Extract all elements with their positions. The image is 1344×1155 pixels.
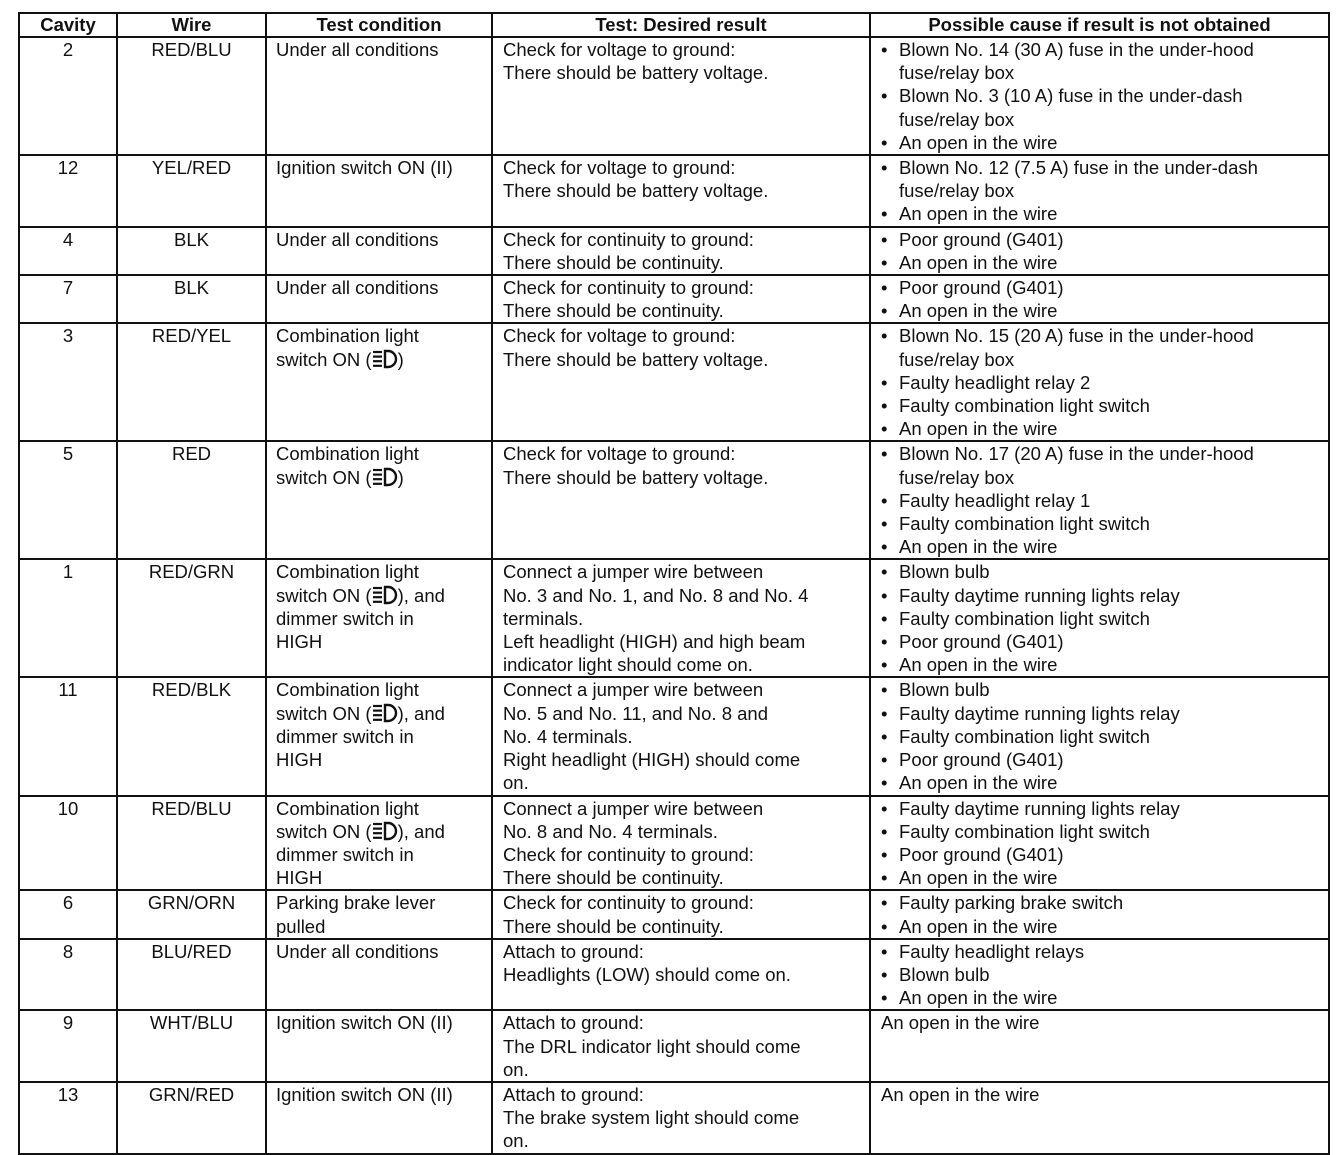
cause-text: • Faulty daytime running lights relay — [899, 584, 1180, 606]
connector-test-table — [18, 12, 1330, 1155]
cause-text: • Faulty parking brake switch — [899, 892, 1124, 914]
cause-item — [881, 963, 1324, 986]
cause-item — [881, 560, 1324, 583]
cause-text: • An open in the wire — [899, 654, 1058, 676]
result-text: on. — [503, 1130, 529, 1152]
cause-text: fuse/relay box — [899, 62, 1015, 84]
header-test-condition: Test condition — [266, 13, 492, 37]
table-row — [19, 323, 1329, 441]
cause-text: • Faulty combination light switch — [899, 513, 1150, 535]
headlight-high-beam-icon — [372, 349, 398, 369]
result-text: Check for continuity to ground: — [503, 843, 754, 865]
wire-color-cell: RED/BLK — [117, 677, 266, 795]
condition-text: Under all conditions — [276, 277, 439, 299]
cause-item — [881, 940, 1324, 963]
cause-text: • An open in the wire — [899, 987, 1058, 1009]
wire-color-cell: RED/YEL — [117, 323, 266, 441]
cause-text: • An open in the wire — [899, 536, 1058, 558]
test-condition-cell — [266, 939, 492, 1011]
result-text: Connect a jumper wire between — [503, 797, 764, 819]
cavity-cell: 4 — [19, 227, 117, 275]
table-row — [19, 1082, 1329, 1154]
cause-text: fuse/relay box — [899, 466, 1015, 488]
cause-text: An open in the wire — [881, 1012, 1040, 1034]
cause-text: • Blown bulb — [899, 679, 990, 701]
cause-item — [881, 748, 1324, 771]
cause-item — [881, 394, 1324, 417]
cause-item — [881, 38, 1324, 84]
cause-item — [881, 702, 1324, 725]
condition-text: ) — [397, 466, 404, 488]
cause-item — [881, 84, 1324, 130]
cause-text: • Blown No. 3 (10 A) fuse in the under-dash — [899, 85, 1243, 107]
condition-text: switch ON ( — [276, 348, 372, 370]
cavity-cell: 10 — [19, 796, 117, 891]
table-row — [19, 441, 1329, 559]
test-condition-cell — [266, 227, 492, 275]
cause-text: • An open in the wire — [899, 915, 1058, 937]
result-text: There should be continuity. — [503, 251, 724, 273]
condition-text: HIGH — [276, 631, 323, 653]
cause-item — [881, 1083, 1324, 1106]
test-condition-cell — [266, 37, 492, 155]
desired-result-cell — [492, 1010, 870, 1082]
cause-text: • Poor ground (G401) — [899, 277, 1064, 299]
cause-item — [881, 251, 1324, 274]
desired-result-cell — [492, 939, 870, 1011]
possible-cause-cell — [870, 890, 1329, 938]
result-text: Right headlight (HIGH) should come — [503, 749, 801, 771]
cause-text: • Poor ground (G401) — [899, 843, 1064, 865]
wire-color-cell: BLK — [117, 275, 266, 323]
result-text: Connect a jumper wire between — [503, 561, 764, 583]
condition-text: ), and — [397, 702, 445, 724]
cause-text: • Faulty headlight relay 2 — [899, 371, 1091, 393]
table-row — [19, 796, 1329, 891]
possible-cause-cell — [870, 37, 1329, 155]
cause-text: • Poor ground (G401) — [899, 228, 1064, 250]
cause-text: An open in the wire — [881, 1083, 1040, 1105]
cause-text: • Poor ground (G401) — [899, 631, 1064, 653]
result-text: There should be battery voltage. — [503, 62, 769, 84]
cause-text: • An open in the wire — [899, 867, 1058, 889]
cause-item — [881, 630, 1324, 653]
condition-text: HIGH — [276, 749, 323, 771]
table-row — [19, 1010, 1329, 1082]
result-text: Check for voltage to ground: — [503, 157, 736, 179]
test-condition-cell — [266, 1010, 492, 1082]
test-condition-cell — [266, 323, 492, 441]
cause-text: • Blown bulb — [899, 561, 990, 583]
test-condition-cell — [266, 677, 492, 795]
cause-item — [881, 678, 1324, 701]
condition-text: Combination light — [276, 797, 419, 819]
header-possible-cause: Possible cause if result is not obtained — [870, 13, 1329, 37]
wire-color-cell: GRN/RED — [117, 1082, 266, 1154]
cause-item — [881, 535, 1324, 558]
result-text: There should be battery voltage. — [503, 466, 769, 488]
cause-item — [881, 417, 1324, 440]
wire-color-cell: BLK — [117, 227, 266, 275]
result-text: indicator light should come on. — [503, 654, 753, 676]
table-row — [19, 890, 1329, 938]
cause-text: • An open in the wire — [899, 772, 1058, 794]
result-text: There should be continuity. — [503, 915, 724, 937]
possible-cause-cell — [870, 796, 1329, 891]
result-text: Attach to ground: — [503, 1083, 644, 1105]
header-cavity: Cavity — [19, 13, 117, 37]
condition-text: Under all conditions — [276, 228, 439, 250]
result-text: terminals. — [503, 607, 584, 629]
wire-color-cell: GRN/ORN — [117, 890, 266, 938]
desired-result-cell — [492, 559, 870, 677]
possible-cause-cell — [870, 155, 1329, 227]
desired-result-cell — [492, 323, 870, 441]
condition-text: Ignition switch ON (II) — [276, 1083, 453, 1105]
result-text: There should be continuity. — [503, 867, 724, 889]
desired-result-cell — [492, 155, 870, 227]
cause-text: • Faulty daytime running lights relay — [899, 702, 1180, 724]
desired-result-cell — [492, 441, 870, 559]
cause-item — [881, 442, 1324, 488]
result-text: There should be continuity. — [503, 300, 724, 322]
cause-text: • Blown bulb — [899, 963, 990, 985]
possible-cause-cell — [870, 441, 1329, 559]
cavity-cell: 2 — [19, 37, 117, 155]
cause-item — [881, 489, 1324, 512]
condition-text: Under all conditions — [276, 39, 439, 60]
desired-result-cell — [492, 37, 870, 155]
cause-text: • Faulty combination light switch — [899, 820, 1150, 842]
condition-line-with-symbol — [276, 348, 487, 371]
possible-cause-cell — [870, 559, 1329, 677]
cause-item — [881, 725, 1324, 748]
table-row — [19, 939, 1329, 1011]
condition-text: dimmer switch in — [276, 607, 414, 629]
cavity-cell: 7 — [19, 275, 117, 323]
result-text: No. 5 and No. 11, and No. 8 and — [503, 702, 769, 724]
headlight-high-beam-icon — [372, 821, 398, 841]
cavity-cell: 12 — [19, 155, 117, 227]
test-condition-cell — [266, 275, 492, 323]
troubleshooting-sheet — [18, 12, 1328, 1152]
table-row — [19, 155, 1329, 227]
table-row — [19, 559, 1329, 677]
cause-item — [881, 371, 1324, 394]
cause-text: • Faulty headlight relay 1 — [899, 489, 1091, 511]
cause-text: fuse/relay box — [899, 180, 1015, 202]
result-text: Left headlight (HIGH) and high beam — [503, 631, 806, 653]
cause-item — [881, 324, 1324, 370]
desired-result-cell — [492, 796, 870, 891]
cause-item — [881, 276, 1324, 299]
cause-text: • Faulty combination light switch — [899, 725, 1150, 747]
condition-text: dimmer switch in — [276, 843, 414, 865]
cause-text: • An open in the wire — [899, 203, 1058, 225]
header-row — [19, 13, 1329, 37]
cause-text: • Faulty combination light switch — [899, 607, 1150, 629]
result-text: Check for voltage to ground: — [503, 325, 736, 347]
cause-item — [881, 607, 1324, 630]
cause-text: • Blown No. 17 (20 A) fuse in the under-hood — [899, 443, 1254, 465]
condition-line-with-symbol — [276, 820, 487, 843]
cause-text: • Blown No. 12 (7.5 A) fuse in the under-dash — [899, 157, 1258, 179]
table-row — [19, 227, 1329, 275]
cause-item — [881, 653, 1324, 676]
condition-line-with-symbol — [276, 702, 487, 725]
result-text: No. 4 terminals. — [503, 725, 633, 747]
result-text: No. 8 and No. 4 terminals. — [503, 820, 718, 842]
cause-text: • Blown No. 14 (30 A) fuse in the under-hood — [899, 39, 1254, 60]
test-condition-cell — [266, 1082, 492, 1154]
result-text: on. — [503, 1058, 529, 1080]
test-condition-cell — [266, 559, 492, 677]
result-text: Check for voltage to ground: — [503, 443, 736, 465]
cause-item — [881, 797, 1324, 820]
cause-text: • Blown No. 15 (20 A) fuse in the under-hood — [899, 325, 1254, 347]
cause-item — [881, 820, 1324, 843]
result-text: There should be battery voltage. — [503, 180, 769, 202]
cause-text: • Faulty headlight relays — [899, 940, 1085, 962]
cause-item — [881, 512, 1324, 535]
cavity-cell: 5 — [19, 441, 117, 559]
result-text: Headlights (LOW) should come on. — [503, 963, 791, 985]
table-row — [19, 677, 1329, 795]
cause-item — [881, 891, 1324, 914]
possible-cause-cell — [870, 323, 1329, 441]
desired-result-cell — [492, 677, 870, 795]
cause-item — [881, 771, 1324, 794]
desired-result-cell — [492, 275, 870, 323]
test-condition-cell — [266, 796, 492, 891]
cause-item — [881, 131, 1324, 154]
headlight-high-beam-icon — [372, 585, 398, 605]
possible-cause-cell — [870, 677, 1329, 795]
table-body — [19, 37, 1329, 1154]
cavity-cell: 13 — [19, 1082, 117, 1154]
wire-color-cell: RED/GRN — [117, 559, 266, 677]
condition-text: Combination light — [276, 443, 419, 465]
possible-cause-cell — [870, 939, 1329, 1011]
result-text: on. — [503, 772, 529, 794]
result-text: Check for continuity to ground: — [503, 228, 754, 250]
result-text: The brake system light should come — [503, 1107, 800, 1129]
cavity-cell: 3 — [19, 323, 117, 441]
cavity-cell: 9 — [19, 1010, 117, 1082]
result-text: Check for voltage to ground: — [503, 39, 736, 60]
cause-text: fuse/relay box — [899, 348, 1015, 370]
table-row — [19, 37, 1329, 155]
condition-line-with-symbol — [276, 466, 487, 489]
condition-text: switch ON ( — [276, 702, 372, 724]
condition-text: dimmer switch in — [276, 725, 414, 747]
cavity-cell: 8 — [19, 939, 117, 1011]
header-desired-result: Test: Desired result — [492, 13, 870, 37]
cause-text: • An open in the wire — [899, 251, 1058, 273]
wire-color-cell: RED/BLU — [117, 796, 266, 891]
wire-color-cell: BLU/RED — [117, 939, 266, 1011]
cause-item — [881, 866, 1324, 889]
cause-item — [881, 156, 1324, 202]
cause-item — [881, 584, 1324, 607]
condition-text: switch ON ( — [276, 466, 372, 488]
wire-color-cell: YEL/RED — [117, 155, 266, 227]
possible-cause-cell — [870, 1010, 1329, 1082]
condition-text: pulled — [276, 915, 326, 937]
cavity-cell: 6 — [19, 890, 117, 938]
desired-result-cell — [492, 227, 870, 275]
condition-text: Combination light — [276, 325, 419, 347]
result-text: The DRL indicator light should come — [503, 1035, 801, 1057]
condition-text: switch ON ( — [276, 820, 372, 842]
cause-item — [881, 986, 1324, 1009]
cause-item — [881, 915, 1324, 938]
result-text: There should be battery voltage. — [503, 348, 769, 370]
result-text: Check for continuity to ground: — [503, 277, 754, 299]
cause-item — [881, 202, 1324, 225]
cause-text: • Faulty combination light switch — [899, 395, 1150, 417]
possible-cause-cell — [870, 1082, 1329, 1154]
test-condition-cell — [266, 441, 492, 559]
desired-result-cell — [492, 890, 870, 938]
cause-item — [881, 299, 1324, 322]
test-condition-cell — [266, 155, 492, 227]
condition-text: Ignition switch ON (II) — [276, 1012, 453, 1034]
possible-cause-cell — [870, 227, 1329, 275]
cause-text: fuse/relay box — [899, 108, 1015, 130]
cavity-cell: 1 — [19, 559, 117, 677]
result-text: Attach to ground: — [503, 940, 644, 962]
table-row — [19, 275, 1329, 323]
condition-line-with-symbol — [276, 584, 487, 607]
condition-text: HIGH — [276, 867, 323, 889]
wire-color-cell: RED — [117, 441, 266, 559]
cause-text: • An open in the wire — [899, 418, 1058, 440]
condition-text: ), and — [397, 820, 445, 842]
cause-item — [881, 1011, 1324, 1034]
wire-color-cell: RED/BLU — [117, 37, 266, 155]
cavity-cell: 11 — [19, 677, 117, 795]
condition-text: Under all conditions — [276, 940, 439, 962]
condition-text: switch ON ( — [276, 584, 372, 606]
cause-item — [881, 228, 1324, 251]
cause-item — [881, 843, 1324, 866]
headlight-high-beam-icon — [372, 467, 398, 487]
condition-text: Combination light — [276, 679, 419, 701]
result-text: Attach to ground: — [503, 1012, 644, 1034]
header-wire: Wire — [117, 13, 266, 37]
cause-text: • An open in the wire — [899, 131, 1058, 153]
cause-text: • An open in the wire — [899, 300, 1058, 322]
result-text: Check for continuity to ground: — [503, 892, 754, 914]
result-text: No. 3 and No. 1, and No. 8 and No. 4 — [503, 584, 809, 606]
possible-cause-cell — [870, 275, 1329, 323]
condition-text: Parking brake lever — [276, 892, 436, 914]
wire-color-cell: WHT/BLU — [117, 1010, 266, 1082]
test-condition-cell — [266, 890, 492, 938]
cause-text: • Poor ground (G401) — [899, 749, 1064, 771]
headlight-high-beam-icon — [372, 703, 398, 723]
condition-text: ) — [397, 348, 404, 370]
condition-text: ), and — [397, 584, 445, 606]
desired-result-cell — [492, 1082, 870, 1154]
condition-text: Ignition switch ON (II) — [276, 157, 453, 179]
result-text: Connect a jumper wire between — [503, 679, 764, 701]
cause-text: • Faulty daytime running lights relay — [899, 797, 1180, 819]
condition-text: Combination light — [276, 561, 419, 583]
